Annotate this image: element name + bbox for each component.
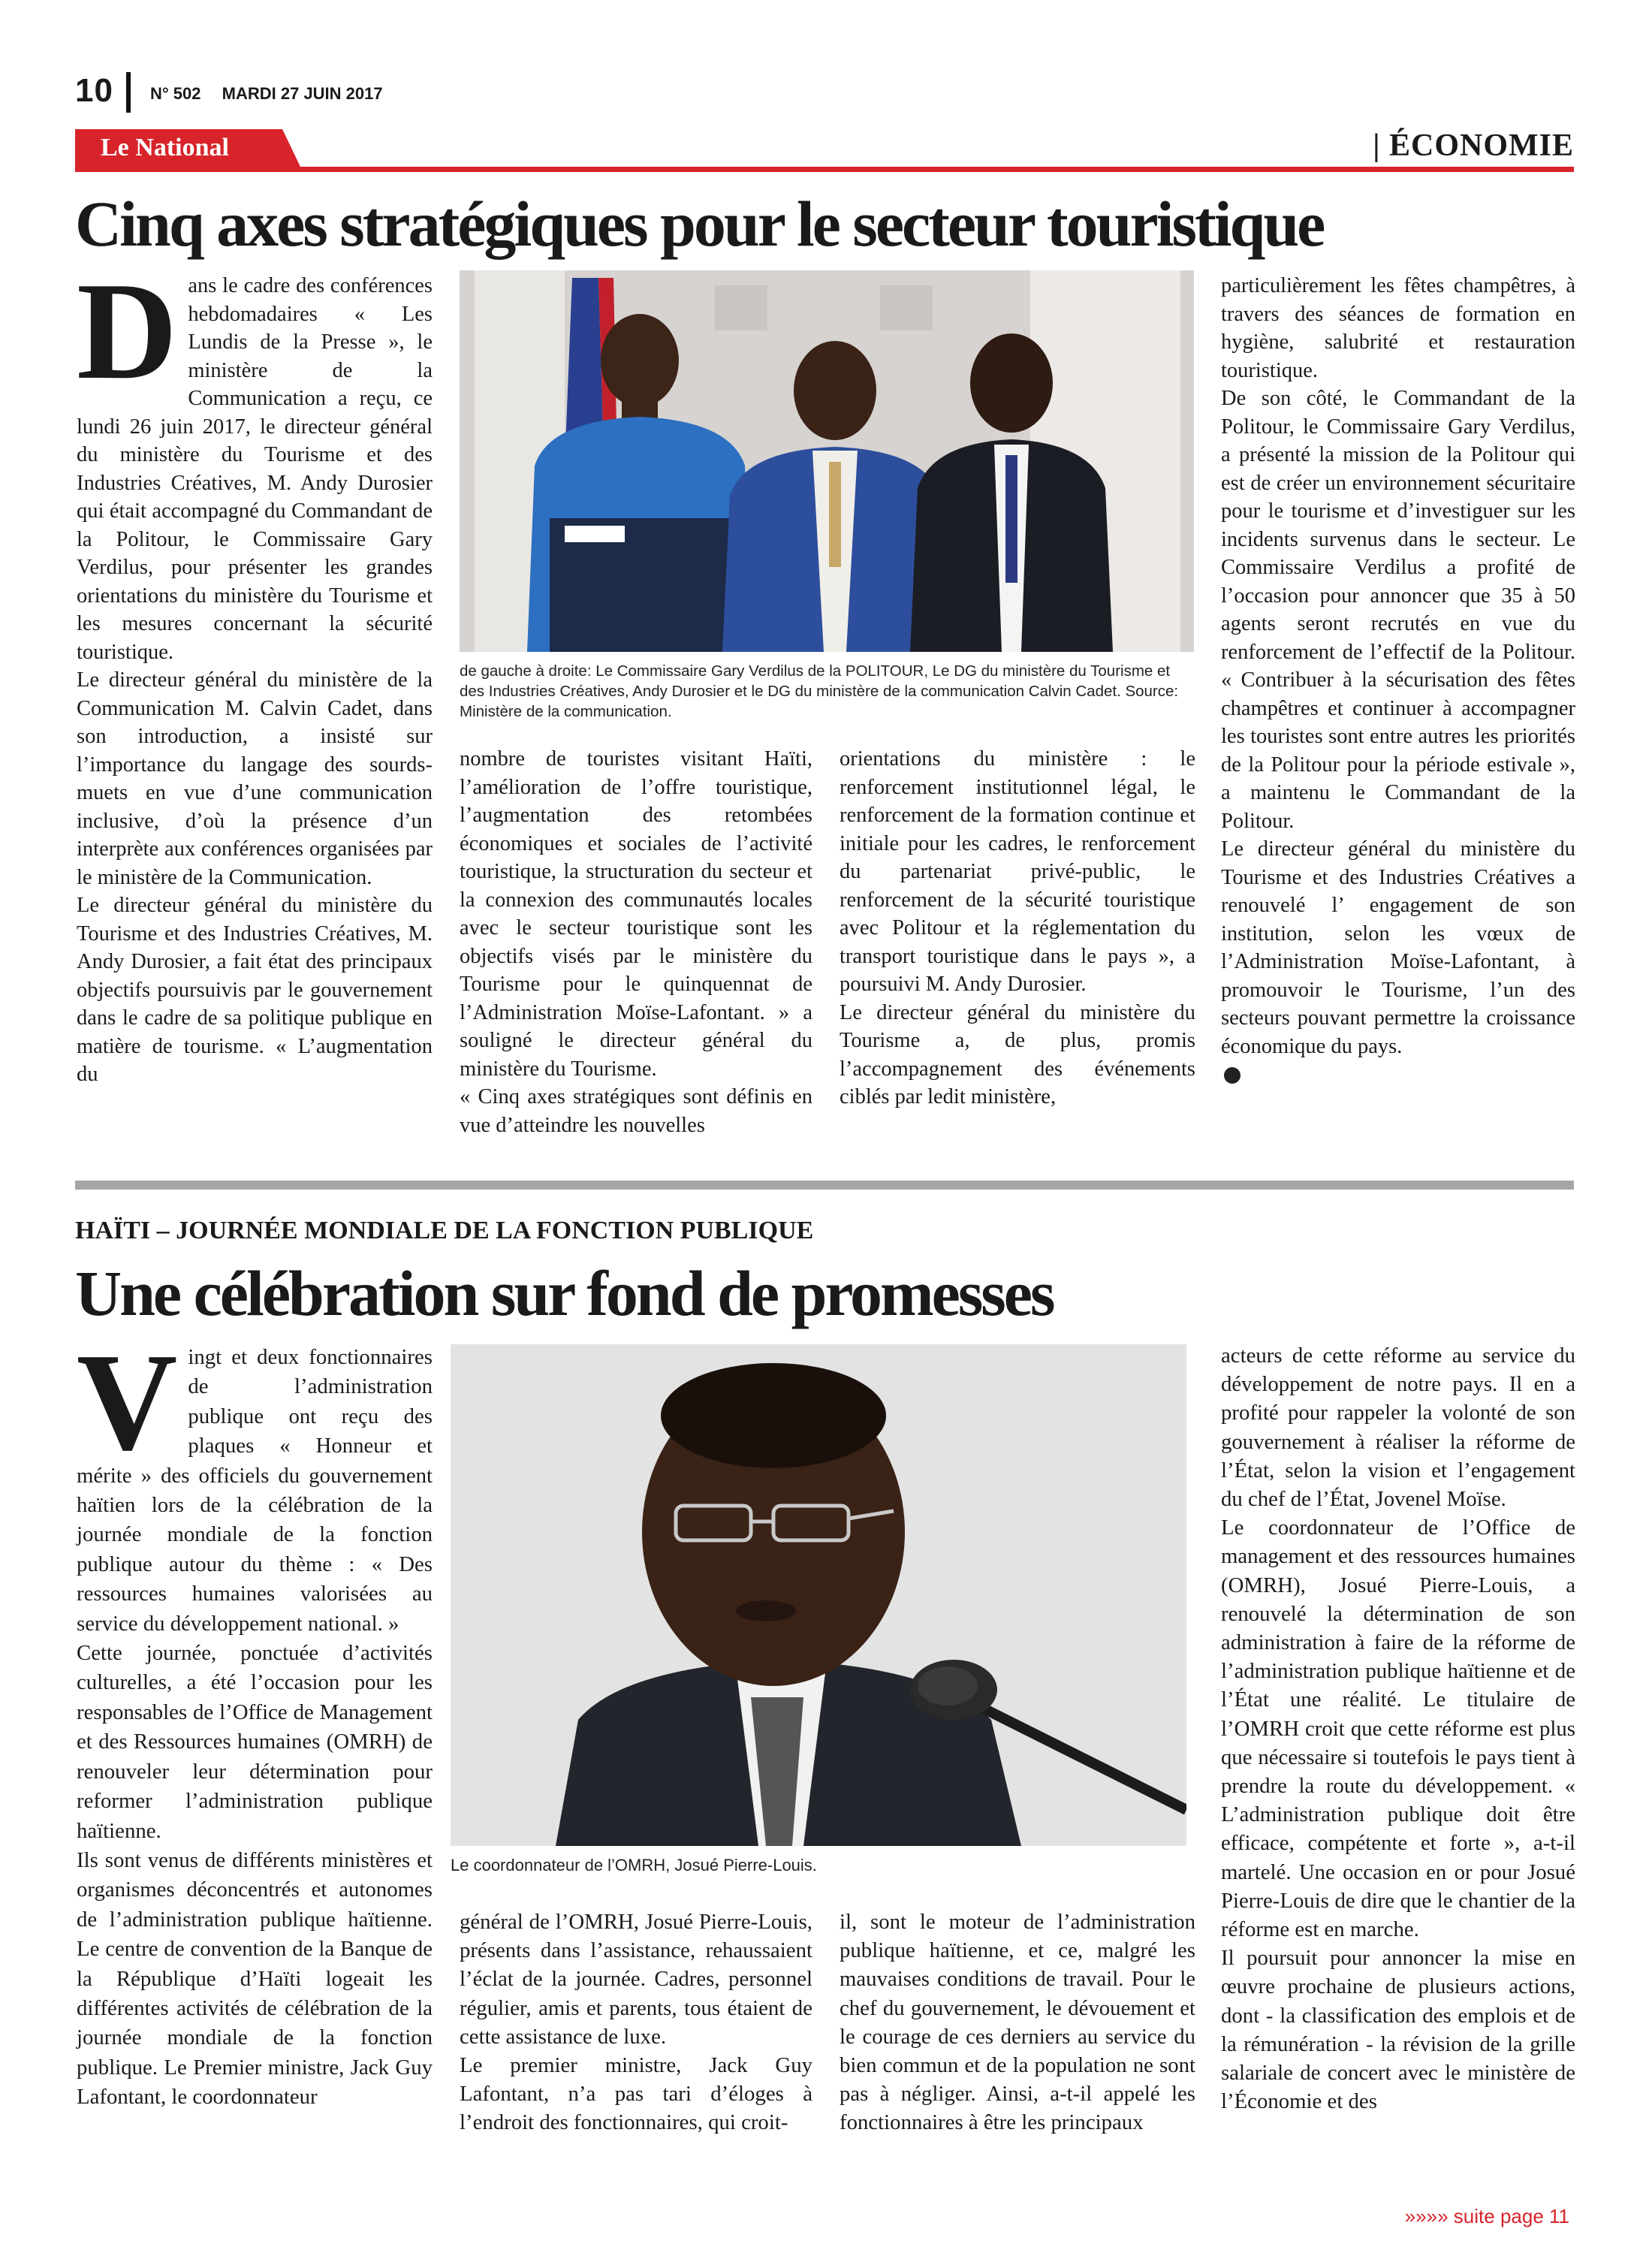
article-separator (75, 1181, 1574, 1190)
paragraph: nombre de touristes visitant Haïti, l’amélioration de l’offre touristique, l’augmentation des retombées économiques et sociales de l’activité touristique, la structuration du secteur et la connexion des communautés locales avec le secteur touristique sont les objectifs visés par le ministère du Tourisme pour le quinquennat de l’Administration Moïse-Lafontant. » a souligné le directeur général du ministère du Tourisme. (460, 747, 812, 1081)
paragraph: il, sont le moteur de l’administration publique haïtienne, et ce, malgré les mauvaises conditions de travail. Pour le chef du gouvernement, le dévouement et le courage de ces derniers au service du bien commun et de la population ne sont pas à négliger. Ainsi, a-t-il appelé les fonctionnaires à être les principaux (840, 1910, 1195, 2135)
officials-photo-illustration (460, 270, 1194, 652)
paragraph: ingt et deux fonctionnaires de l’administration publique ont reçu des plaques « Honneur et mérite » des officiels du gouvernement haïtien lors de la célébration de la journée mondiale de la fonction publique autour du thème : « Des ressources humaines valorisées au service du développement national. » (77, 1345, 433, 1636)
page-number: 10 (75, 72, 113, 109)
speaker-photo-illustration (451, 1344, 1186, 1846)
continuation-link[interactable]: »»»» suite page 11 (1404, 2205, 1569, 2227)
issue-date: MARDI 27 JUIN 2017 (222, 84, 383, 103)
paragraph: Le directeur général du ministère du Tourisme et des Industries Créatives a renouvelé l’ engagement de son institution, selon les vœux de l’Administration Moïse-Lafontant, à promouvoir le Tourisme, l’un des secteurs pouvant permettre la croissance économique du pays. (1221, 837, 1575, 1058)
article1-column-3 (840, 745, 1195, 1111)
article2-column-3 (840, 1908, 1195, 2137)
article1-photo (460, 270, 1194, 652)
article1-col4-text (1221, 272, 1575, 1060)
article1-column-1 (77, 254, 433, 1089)
article2-column-4 (1221, 1341, 1575, 2116)
paragraph: Le premier ministre, Jack Guy Lafontant, n’a pas tari d’éloges à l’endroit des fonctionnaires, qui croit- (460, 2053, 812, 2135)
article2-col4-text (1221, 1341, 1575, 2116)
issue-info (150, 84, 399, 104)
article2-col3-text (840, 1908, 1195, 2137)
paragraph: De son côté, le Commandant de la Politour, le Commissaire Gary Verdilus, a présenté la mission de la Politour qui est de créer un environnement sécuritaire pour le tourisme et d’investiguer sur les incidents survenus dans le secteur. Le Commissaire Verdilus a profité de l’occasion pour annoncer que 35 à 50 agents seront recrutés en vue du renforcement de l’effectif de la Politour. « Contribuer à la sécurisation des fêtes champêtres et continuer à accompagner les touristes sont entre autres les priorités de la Politour pour la période estivale », a maintenu le Commandant de la Politour. (1221, 387, 1575, 833)
paragraph: Le directeur général du ministère du Tourisme et des Industries Créatives, M. Andy Durosier, a fait état des principaux objectifs poursuivis par le gouvernement dans le cadre de sa politique publique en matière de tourisme. « L’augmentation du (77, 894, 433, 1086)
paragraph: orientations du ministère : le renforcement institutionnel légal, le renforcement de la formation continue et initiale pour les cadres, le renforcement du partenariat privé-public, le renforcement de la sécurité touristique avec Politour et la réglementation du transport touristique dans le pays », a poursuivi M. Andy Durosier. (840, 747, 1195, 996)
newspaper-name: Le National (101, 134, 229, 161)
article2-drop-cap: V (77, 1325, 178, 1479)
article2-photo-caption: Le coordonnateur de l’OMRH, Josué Pierre-Louis. (451, 1856, 817, 1874)
paragraph: Le directeur général du ministère du Tourisme a, de plus, promis l’accompagnement des événements ciblés par ledit ministère, (840, 1000, 1195, 1108)
article1-title: Cinq axes stratégiques pour le secteur touristique (75, 188, 1324, 260)
header-divider (126, 72, 131, 113)
header-rule (75, 167, 1574, 172)
article2-column-2 (460, 1908, 812, 2137)
article1-column-4 (1221, 272, 1575, 1089)
paragraph: « Cinq axes stratégiques sont définis en vue d’atteindre les nouvelles (460, 1085, 812, 1137)
section-label: | ÉCONOMIE (1373, 128, 1574, 163)
article2-photo (451, 1344, 1186, 1846)
issue-number: N° 502 (150, 84, 201, 103)
paragraph: Cette journée, ponctuée d’activités culturelles, a été l’occasion pour les responsables de l’Office de Management et des Ressources humaines (OMRH) de renouveler leur détermination pour reformer l’administration publique haïtienne. (77, 1641, 433, 1843)
article2-col2-text (460, 1908, 812, 2137)
article1-col2-text (460, 745, 812, 1139)
article1-column-2 (460, 745, 812, 1139)
paragraph: acteurs de cette réforme au service du développement de notre pays. Il en a profité pour rappeler la volonté de son gouvernement à réaliser la réforme de l’État, selon la vision et l’engagement du chef de l’État, Jovenel Moïse. (1221, 1344, 1575, 1512)
paragraph: Il poursuit pour annoncer la mise en œuvre prochaine de plusieurs actions, dont - la classification des emplois et de la rémunération - la révision de la grille salariale de concert avec le ministère de l’Économie et des (1221, 1946, 1575, 2114)
article1-col3-text (840, 745, 1195, 1111)
article1-drop-cap: D (77, 254, 178, 409)
paragraph: Le directeur général du ministère de la Communication M. Calvin Cadet, dans son introduction, a insisté sur l’importance du langage des sourds-muets en vue d’une communication inclusive, d’où la présence d’un interprète aux conférences organisées par le ministère de la Communication. (77, 668, 433, 889)
paragraph: particulièrement les fêtes champêtres, à travers des séances de formation en hygiène, salubrité et restauration touristique. (1221, 274, 1575, 382)
article1-photo-caption: de gauche à droite: Le Commissaire Gary Verdilus de la POLITOUR, Le DG du ministère du Tourisme et des Industries Créatives, Andy Durosier et le DG du ministère de la communication Calvin Cadet. Source: Ministère de la communication. (460, 662, 1179, 720)
paragraph: Le coordonnateur de l’Office de management et des ressources humaines (OMRH), Josué Pierre-Louis, a renouvelé la détermination de son administration à faire de la réforme de l’administration publique haïtienne et de l’État une réalité. Le titulaire de l’OMRH croit que cette réforme est plus que nécessaire si toutefois le pays tient à prendre la route du développement. « L’administration publique doit être efficace, compétente et forte », a-t-il martelé. Une occasion en or pour Josué Pierre-Louis de dire que le chantier de la réforme est en marche. (1221, 1516, 1575, 1942)
paragraph: ans le cadre des conférences hebdomadaires « Les Lundis de la Presse », le ministère de la Communication a reçu, ce lundi 26 juin 2017, le directeur général du ministère du Tourisme et des Industries Créatives, M. Andy Durosier qui était accompagné du Commandant de la Politour, le Commissaire Gary Verdilus, pour présenter les grandes orientations du ministère du Tourisme et les mesures concernant la sécurité touristique. (77, 274, 433, 664)
article2-kicker: HAÏTI – JOURNÉE MONDIALE DE LA FONCTION PUBLIQUE (75, 1217, 814, 1244)
end-of-article-mark (1224, 1067, 1241, 1084)
article2-title: Une célébration sur fond de promesses (75, 1257, 1054, 1329)
paragraph: général de l’OMRH, Josué Pierre-Louis, présents dans l’assistance, rehaussaient l’éclat de la journée. Cadres, personnel régulier, amis et parents, tous étaient de cette assistance de luxe. (460, 1910, 812, 2049)
article2-column-1 (77, 1325, 433, 2113)
paragraph: Ils sont venus de différents ministères et organismes déconcentrés et autonomes de l’administration publique haïtienne. Le centre de convention de la Banque de la République d’Haïti logeait les différentes activités de célébration de la journée mondiale de la fonction publique. Le Premier ministre, Jack Guy Lafontant, le coordonnateur (77, 1847, 433, 2110)
